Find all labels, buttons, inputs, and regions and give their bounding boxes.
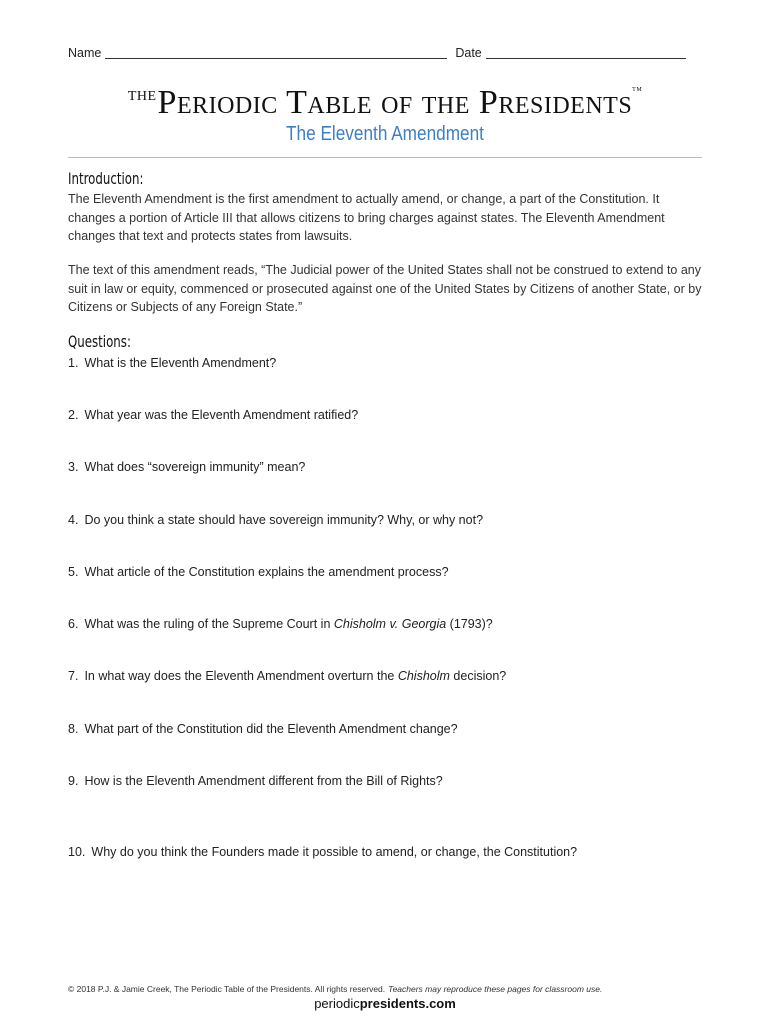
footer-website: periodicpresidents.com <box>314 996 456 1011</box>
footer-note: Teachers may reproduce these pages for classroom use. <box>388 984 603 994</box>
question-2: 2. What year was the Eleventh Amendment ratified? <box>68 408 359 422</box>
question-5: 5. What article of the Constitution explains the amendment process? <box>68 565 449 579</box>
date-blank[interactable] <box>486 46 686 59</box>
question-7: 7. In what way does the Eleventh Amendment overturn the Chisholm decision? <box>68 669 507 683</box>
footer-copyright: © 2018 P.J. & Jamie Creek, The Periodic Table of the Presidents. All rights reserved. Teachers may reproduce these pages for classroom use. <box>68 984 603 994</box>
date-label: Date <box>455 46 482 60</box>
question-9: 9. How is the Eleventh Amendment different from the Bill of Rights? <box>68 774 443 788</box>
introduction-paragraph-1: The Eleventh Amendment is the first amendment to actually amend, or change, a part of the Constitution. It changes a portion of Article III that allows citizens to bring charges against states. The Eleventh Amendment changes that text and protects states from lawsuits. <box>68 192 665 243</box>
questions-heading: Questions: <box>68 332 131 351</box>
logo-the: THE <box>127 89 157 104</box>
logo-trademark: TM <box>632 87 643 93</box>
name-blank[interactable] <box>105 46 447 59</box>
question-10: 10. Why do you think the Founders made it possible to amend, or change, the Constitution? <box>68 845 578 859</box>
logo <box>0 84 770 122</box>
logo-title: Periodic Table of the Presidents <box>157 84 633 121</box>
page-title: The Eleventh Amendment <box>286 123 484 145</box>
introduction-paragraph-2: The text of this amendment reads, “The Judicial power of the United States shall not be construed to extend to any suit in law or equity, commenced or prosecuted against one of the United States by Citizens of another State, or by Citizens or Subjects of any Foreign State.” <box>68 263 702 314</box>
question-4: 4. Do you think a state should have sovereign immunity? Why, or why not? <box>68 513 484 527</box>
question-8: 8. What part of the Constitution did the Eleventh Amendment change? <box>68 722 458 736</box>
question-1: 1. What is the Eleventh Amendment? <box>68 356 277 370</box>
question-6: 6. What was the ruling of the Supreme Court in Chisholm v. Georgia (1793)? <box>68 617 493 631</box>
question-3: 3. What does “sovereign immunity” mean? <box>68 460 306 474</box>
divider <box>68 157 702 158</box>
introduction-heading: Introduction: <box>68 169 144 188</box>
name-label: Name <box>68 46 102 60</box>
name-date-row <box>68 46 698 60</box>
